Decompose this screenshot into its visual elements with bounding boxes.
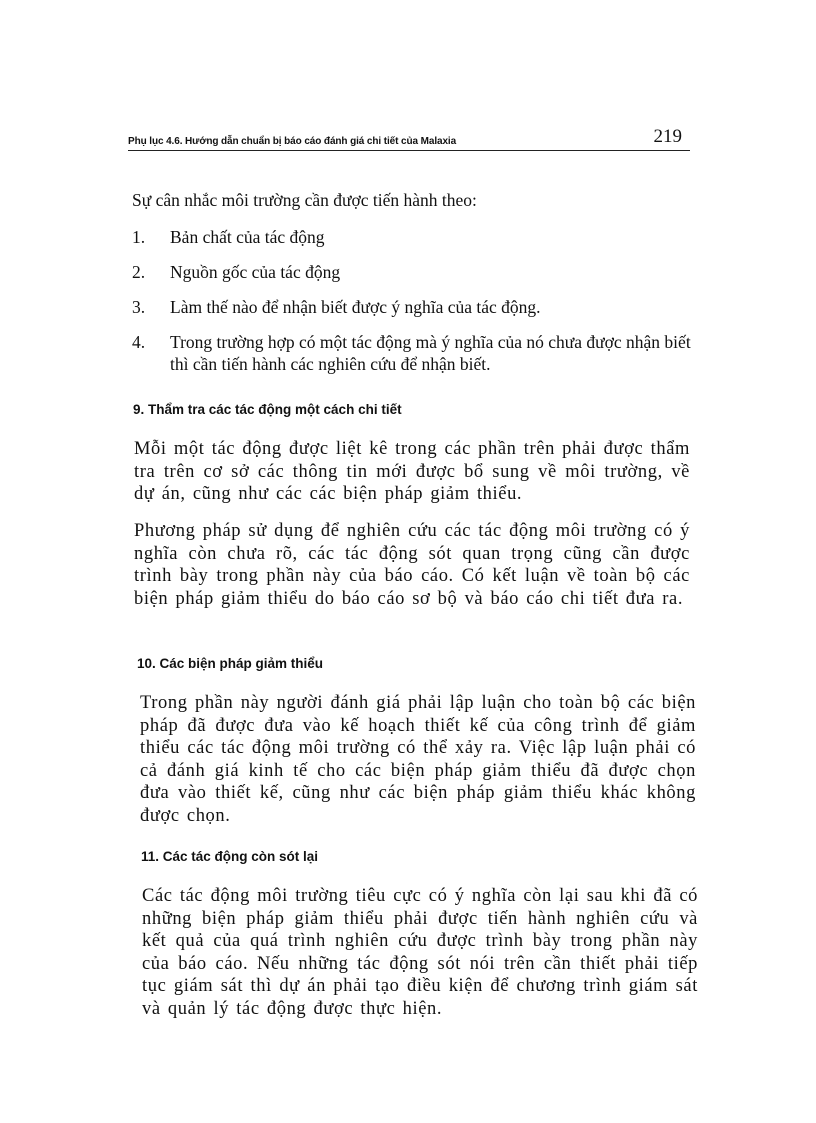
list-item-number: 3.	[132, 297, 146, 317]
intro-text: Sự cân nhắc môi trường cần được tiến hành theo:	[132, 190, 477, 210]
list-item	[132, 331, 692, 375]
list-item-text: Trong trường hợp có một tác động mà ý nghĩa của nó chưa được nhận biết thì cần tiến hành các nghiên cứu để nhận biết.	[170, 332, 691, 374]
list-item-text: Làm thế nào để nhận biết được ý nghĩa của tác động.	[170, 297, 541, 317]
list-item-text: Nguồn gốc của tác động	[170, 262, 341, 282]
section-10-heading: 10. Các biện pháp giảm thiểu	[137, 656, 324, 671]
list-item-number: 4.	[132, 332, 146, 352]
list-item-number: 2.	[132, 262, 146, 282]
section-9-paragraph-2: Phương pháp sử dụng để nghiên cứu các tác động môi trường có ý nghĩa còn chưa rõ, các tác động sót quan trọng cũng cần được trình bày trong phần này của báo cáo. Có kết luận về toàn bộ các biện pháp giảm thiểu do báo cáo sơ bộ và báo cáo chi tiết đưa ra.	[134, 521, 690, 609]
list-item-text: Bản chất của tác động	[170, 227, 325, 247]
page-number: 219	[653, 126, 682, 147]
list-item	[132, 296, 692, 318]
section-10-paragraph: Trong phần này người đánh giá phải lập luận cho toàn bộ các biện pháp đã được đưa vào kế hoạch thiết kế của công trình để giảm thiểu các tác động môi trường có thể xảy ra. Việc lập luận phải có cả đánh giá kinh tế cho các biện pháp giảm thiểu đã được chọn đưa vào thiết kế, cũng như các biện pháp giảm thiểu khác không được chọn.	[140, 693, 696, 826]
page-header	[128, 122, 690, 151]
list-item	[132, 261, 692, 283]
section-9-heading: 9. Thẩm tra các tác động một cách chi tiết	[133, 402, 402, 417]
numbered-list	[132, 226, 692, 388]
running-title: Phụ lục 4.6. Hướng dẫn chuẩn bị báo cáo đánh giá chi tiết của Malaxia	[128, 136, 457, 147]
section-9-paragraph-1: Mỗi một tác động được liệt kê trong các phần trên phải được thẩm tra trên cơ sở các thông tin mới được bổ sung về môi trường, về dự án, cũng như các các biện pháp giảm thiểu.	[134, 439, 690, 505]
section-11-heading: 11. Các tác động còn sót lại	[141, 849, 319, 864]
list-item	[132, 226, 692, 248]
list-item-number: 1.	[132, 227, 146, 247]
section-11-paragraph: Các tác động môi trường tiêu cực có ý nghĩa còn lại sau khi đã có những biện pháp giảm thiểu phải được tiến hành nghiên cứu và kết quả của quá trình nghiên cứu được trình bày trong phần này của báo cáo. Nếu những tác động sót nói trên cần thiết phải tiếp tục giám sát thì dự án phải tạo điều kiện để chương trình giám sát và quản lý tác động được thực hiện.	[142, 886, 698, 1019]
